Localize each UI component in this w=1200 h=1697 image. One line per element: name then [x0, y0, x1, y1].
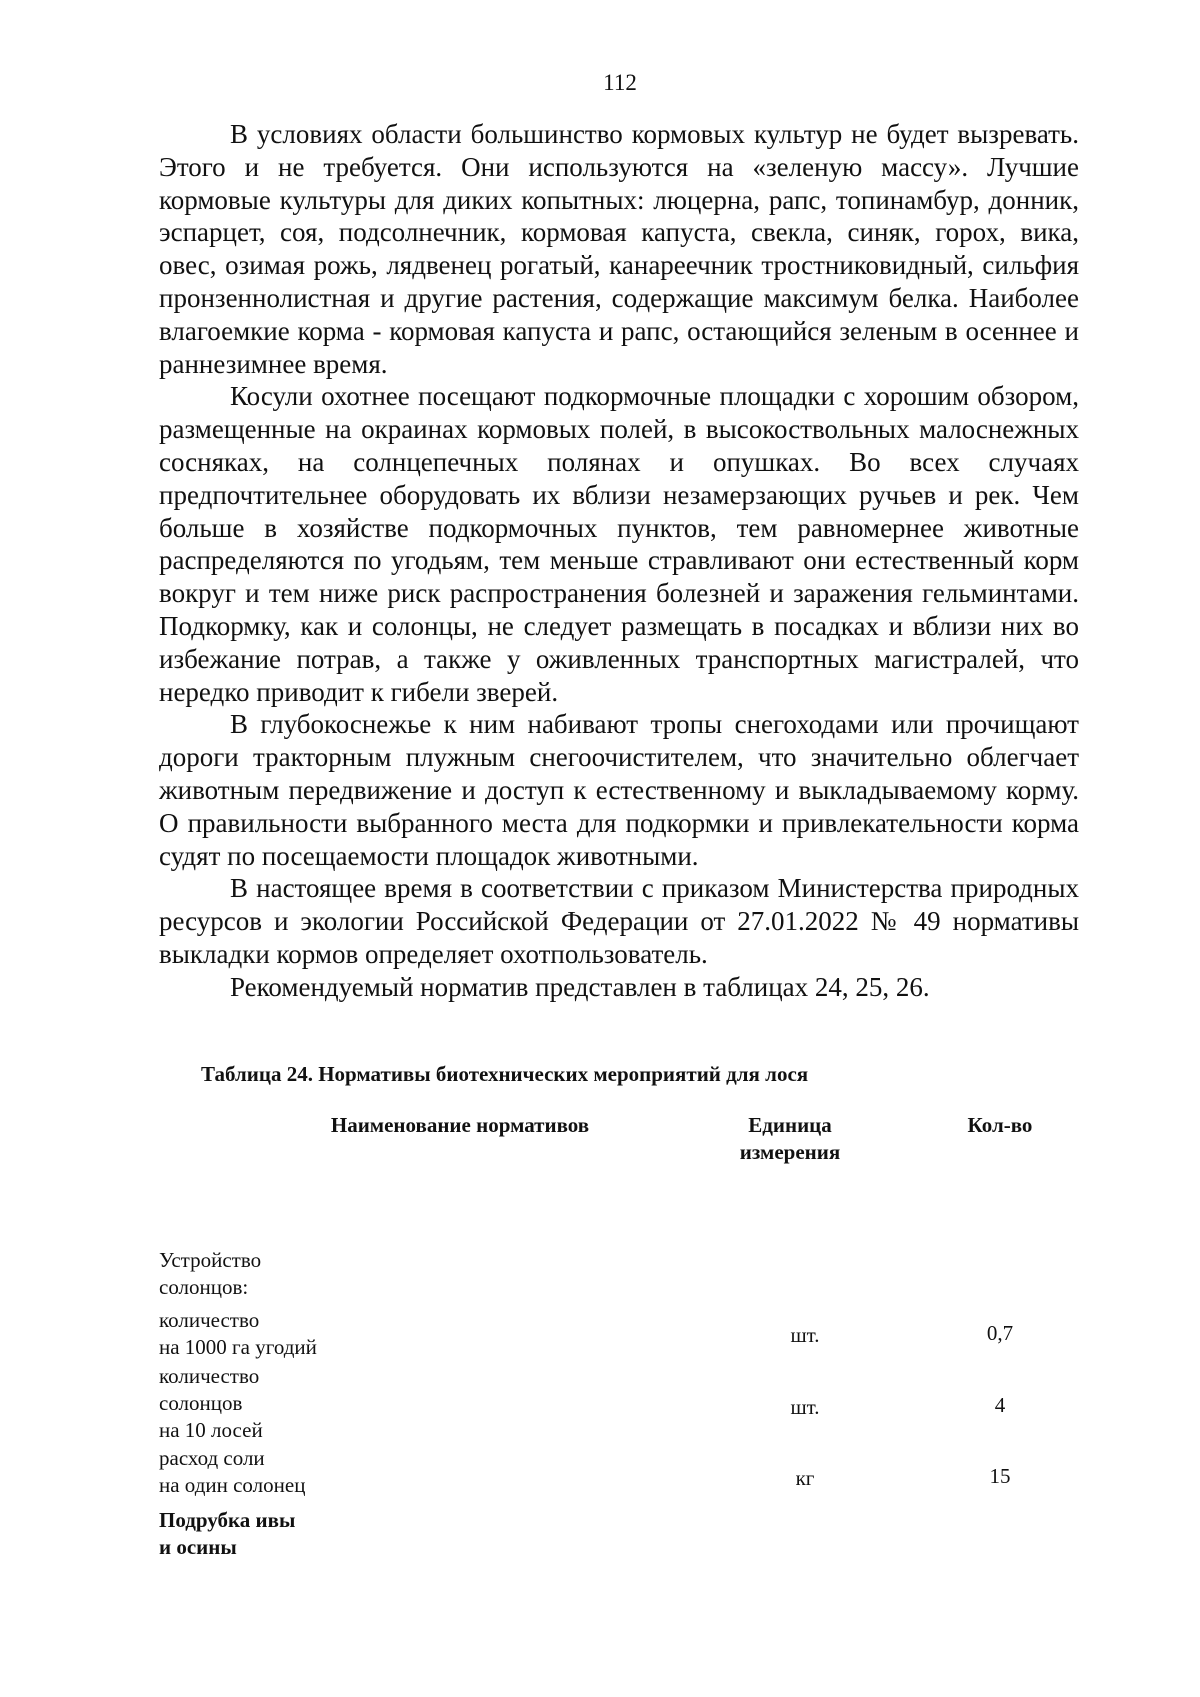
table-row-label [159, 1363, 389, 1444]
header-name: Наименование нормативов [330, 1113, 590, 1137]
paragraph: Косули охотнее посещают подкормочные площадки с хорошим обзором, размещенные на окраинах кормовых полей, в высокоствольных малоснежных сосняках, на солнцепечных полянах и опушках. Во всех случаях предпочтительнее оборудовать их вблизи незамерзающих ручьев и рек. Чем больше в хозяйстве подкормочных пунктов, тем равномернее животные распределяются по угодьям, тем меньше стравливают они естественный корм вокруг и тем ниже риск распространения болезней и заражения гельминтами. Подкормку, как и солонцы, не следует размещать в посадках и вблизи них во избежание потрав, а также у оживленных транспортных магистралей, что нередко приводит к гибели зверей. [159, 381, 1079, 707]
paragraph: В условиях области большинство кормовых культур не будет вызревать. Этого и не требуется. Они используются на «зеленую массу». Лучшие кормовые культуры для диких копытных: люцерна, рапс, топинамбур, донник, эспарцет, соя, подсолнечник, кормовая капуста, свекла, синяк, горох, вика, овес, озимая рожь, лядвенец рогатый, канареечник тростниковидный, сильфия пронзеннолистная и другие растения, содержащие максимум белка. Наиболее влагоемкие корма - кормовая капуста и рапс, остающийся зеленым в осеннее и раннезимнее время. [159, 119, 1079, 379]
table-row-label [159, 1507, 389, 1561]
page-number: 112 [603, 70, 637, 95]
table-row-label [159, 1307, 389, 1361]
label-line: количество [159, 1364, 260, 1388]
table-row-unit: кг [795, 1466, 815, 1490]
table-row-label [159, 1445, 389, 1499]
table-row-unit: шт. [790, 1323, 820, 1347]
body-text [159, 118, 1079, 1004]
table-row-unit: шт. [790, 1395, 820, 1419]
paragraph: В настоящее время в соответствии с приказом Министерства природных ресурсов и экологии Российской Федерации от 27.01.2022 № 49 нормативы выкладки кормов определяет охотпользователь. [159, 873, 1079, 969]
label-line: солонцов: [159, 1275, 249, 1299]
table-row-qty: 15 [989, 1464, 1011, 1488]
header-unit-line1: Единица [748, 1113, 832, 1137]
label-line: на 1000 га угодий [159, 1335, 317, 1359]
paragraph: Рекомендуемый норматив представлен в таблицах 24, 25, 26. [230, 971, 930, 1002]
paragraph: В глубокоснежье к ним набивают тропы снегоходами или прочищают дороги тракторным плужным снегоочистителем, что значительно облегчает животным передвижение и доступ к естественному и выкладываемому корму. О правильности выбранного места для подкормки и привлекательности корма судят по посещаемости площадок животными. [159, 709, 1079, 871]
table-row-qty: 4 [994, 1393, 1006, 1417]
label-line: на 10 лосей [159, 1418, 263, 1442]
label-line: Устройство [159, 1248, 262, 1272]
table-row-label [159, 1247, 389, 1301]
table-caption: Таблица 24. Нормативы биотехнических мероприятий для лося [201, 1062, 809, 1086]
label-line: солонцов [159, 1391, 243, 1415]
label-line: Подрубка ивы [159, 1508, 296, 1532]
header-qty: Кол-во [967, 1113, 1033, 1137]
label-line: на один солонец [159, 1473, 306, 1497]
header-unit [700, 1112, 880, 1166]
label-line: количество [159, 1308, 260, 1332]
table-row-qty: 0,7 [986, 1321, 1014, 1345]
header-unit-line2: измерения [739, 1140, 841, 1164]
label-line: расход соли [159, 1446, 265, 1470]
label-line: и осины [159, 1535, 237, 1559]
